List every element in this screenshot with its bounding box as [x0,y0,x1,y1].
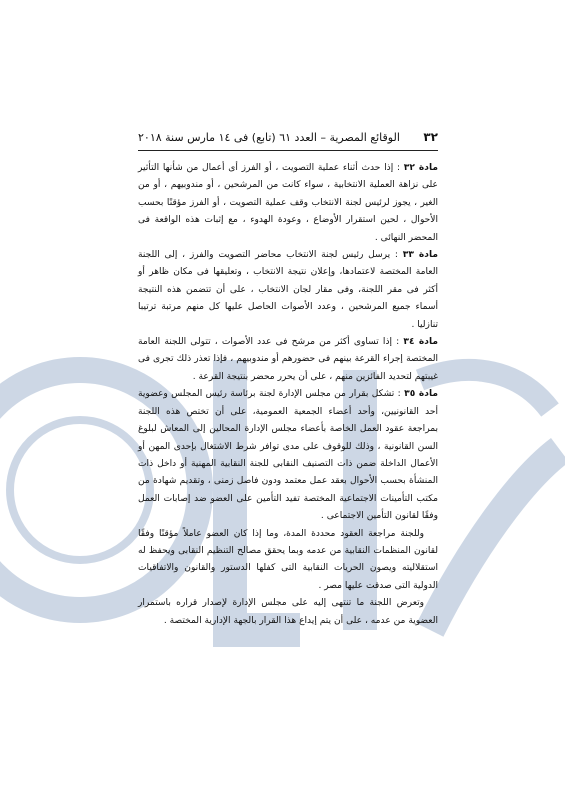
article-34 [138,334,438,386]
article-text: : إذا تساوى أكثر من مرشح فى عدد الأصوات ، تتولى اللجنة العامة المختصة إجراء القرعة بينهم فى حضورهم أو مندوبيهم ، فإذا تعذر ذلك تجرى فى غيبتهم لتحديد الفائزين منهم ، على أن يحرر محضر بنتيجة القرعة . [138,337,438,382]
article-text: : يرسل رئيس لجنة الانتخاب محاضر التصويت والفرز ، إلى اللجنة العامة المختصة لاعتمادها، وإعلان نتيجة الانتخاب ، وتعليقها فى مكان ظاهر أو أكثر فى مقر اللجنة، وفى مقار لجان الانتخاب ، على أن تتضمن هذه النتيجة أسماء جميع المرشحين ، وعدد الأصوات الحاصل عليها كل منهم مرتبة ترتيبا تنازليا . [138,250,438,330]
page-header [138,128,438,146]
article-32 [138,160,438,247]
publication-title: الوقائع المصرية – العدد ٦١ (تابع) فى ١٤ مارس سنة ٢٠١٨ [138,130,400,144]
article-title: مادة ٣٤ [403,337,438,348]
article-35 [138,386,438,525]
header-divider [138,150,438,151]
article-title: مادة ٣٥ [404,389,438,400]
article-title: مادة ٣٢ [403,163,438,173]
article-title: مادة ٣٣ [402,250,438,261]
paragraph: وتعرض اللجنة ما تنتهى إليه على مجلس الإدارة لإصدار قراره باستمرار العضوية من عدمه ، على أن يتم إيداع هذا القرار بالجهة الإدارية المختصة . [138,598,438,626]
paragraph: وللجنة مراجعة العقود محددة المدة، وما إذا كان العضو عاملاً مؤقتًا وفقًا لقانون المنظمات النقابية من عدمه وبما يحقق مصالح التنظيم النقابى ويحفظ له استقلاليته ويصون الحريات النقابية التى كفلها الدستور والقانون والاتفاقيات الدولية التى صدقت عليها مصر . [138,528,438,591]
page-number: ٣٢ [423,130,438,144]
article-text: : تشكل بقرار من مجلس الإدارة لجنة برئاسة رئيس المجلس وعضوية أحد القانونيين، وأحد أعضاء الجمعية العمومية، على أن تختص هذه اللجنة بمراجعة عقود العمل الخاصة بأعضاء مجلس الإدارة المحالين إلى المعاش لبلوغ السن القانونية ، وذلك للوقوف على مدى توافر شرط الاشتغال بإحدى المهن أو الأعمال الداخلة ضمن ذات التصنيف النقابى للجنة النقابية المهنية أو داخل ذات المنشأة بحسب الأحوال بعقد عمل معتمد ودون فاصل زمنى ، وتقديم شهادة من مكتب التأمينات الاجتماعية المختصة تفيد التأمين على العضو ضد إصابات العمل وفقًا لقانون التأمين الاجتماعى . [138,389,438,522]
article-33 [138,247,438,334]
document-body [138,160,438,630]
article-text: : إذا حدث أثناء عملية التصويت ، أو الفرز أى أعمال من شأنها التأثير على نزاهة العملية الانتخابية ، سواء كانت من المرشحين ، أو مندوبيهم ، أو من الغير ، يجوز لرئيس لجنة الانتخاب وقف عملية التصويت ، أو الفرز مؤقتًا بحسب الأحوال ، لحين استقرار الأوضاع ، وعودة الهدوء ، مع إثبات هذه الواقعة فى المحضر النهائى . [138,163,438,243]
